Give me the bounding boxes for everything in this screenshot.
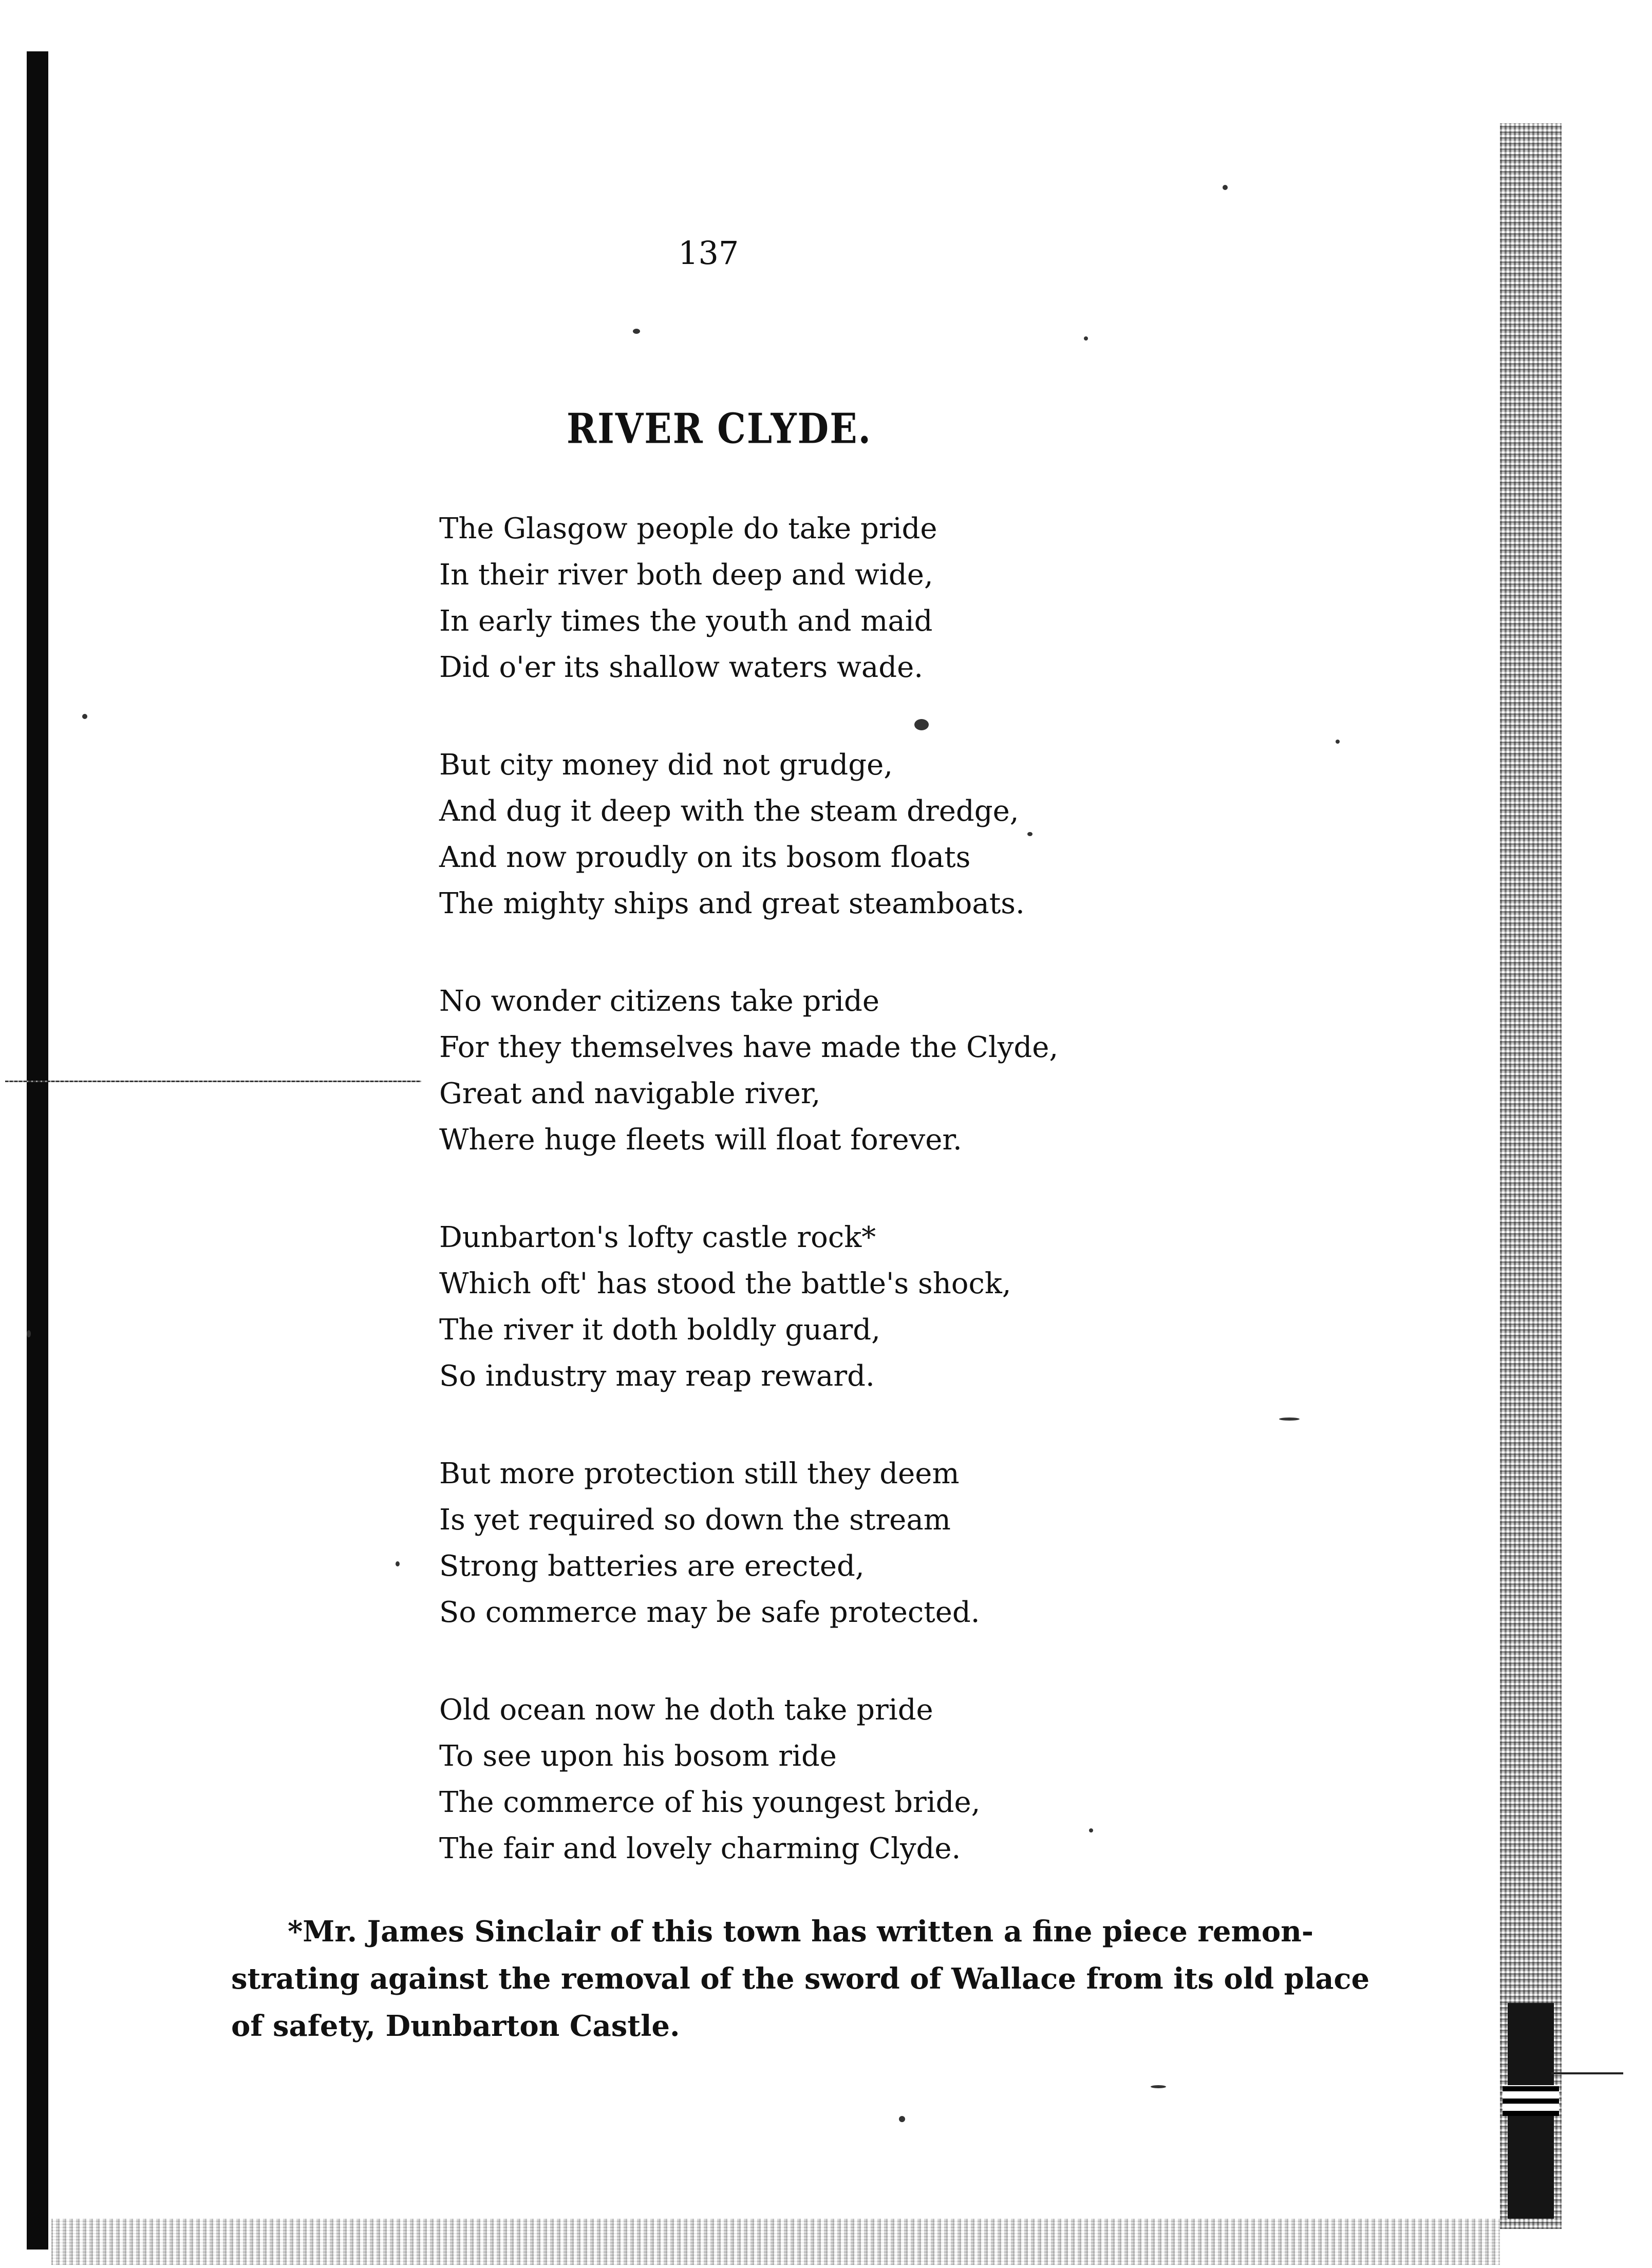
scan-edge-right-lines: [1503, 2085, 1559, 2116]
binding-shadow: [27, 51, 48, 2250]
poem-line: In early times the youth and maid: [439, 604, 933, 638]
stanza: [439, 1451, 1133, 1636]
stanza: [439, 978, 1133, 1163]
poem-line: The mighty ships and great steamboats.: [439, 887, 1025, 920]
poem-line: No wonder citizens take pride: [439, 985, 880, 1018]
page-number: 137: [678, 234, 739, 272]
footnote-line: strating against the removal of the sword of Wallace from its old place: [231, 1962, 1370, 1996]
stanza: [439, 506, 1133, 691]
poem-line: In their river both deep and wide,: [439, 558, 933, 592]
scan-speck: [82, 714, 87, 719]
stanza: [439, 1215, 1133, 1400]
footnote-line: of safety, Dunbarton Castle.: [231, 2009, 680, 2043]
poem-line: And now proudly on its bosom floats: [439, 841, 971, 874]
poem-line: The river it doth boldly guard,: [439, 1313, 880, 1347]
poem-line: Which oft' has stood the battle's shock,: [439, 1267, 1011, 1300]
poem-line: But city money did not grudge,: [439, 748, 893, 782]
margin-rule: [5, 1081, 421, 1082]
scan-speck: [1279, 1418, 1300, 1421]
poem-line: But more protection still they deem: [439, 1457, 960, 1490]
poem-line: Where huge fleets will float forever.: [439, 1123, 962, 1157]
poem-line: Old ocean now he doth take pride: [439, 1693, 933, 1727]
footnote-line: *Mr. James Sinclair of this town has written a fine piece remon-: [288, 1915, 1314, 1949]
scan-speck: [27, 1330, 31, 1337]
poem-title: RIVER CLYDE.: [567, 404, 872, 453]
poem-line: Great and navigable river,: [439, 1077, 821, 1110]
poem-line: The commerce of his youngest bride,: [439, 1786, 981, 1819]
scan-speck: [1151, 2085, 1166, 2088]
scan-speck: [899, 2116, 905, 2122]
poem-line: Is yet required so down the stream: [439, 1503, 951, 1537]
scan-speck: [1336, 740, 1340, 744]
footnote: [231, 1908, 1370, 2050]
poem-line: For they themselves have made the Clyde,: [439, 1031, 1059, 1064]
poem-line: So industry may reap reward.: [439, 1359, 875, 1393]
poem-line: To see upon his bosom ride: [439, 1740, 837, 1773]
margin-tick: [1551, 2072, 1623, 2074]
poem-line: Dunbarton's lofty castle rock*: [439, 1221, 876, 1254]
poem-line: So commerce may be safe protected.: [439, 1596, 980, 1629]
poem-line: The fair and lovely charming Clyde.: [439, 1832, 961, 1865]
poem-line: Did o'er its shallow waters wade.: [439, 651, 924, 684]
poem-line: Strong batteries are erected,: [439, 1549, 865, 1583]
scan-speck: [396, 1561, 400, 1566]
stanza: [439, 742, 1133, 927]
stanza: [439, 1687, 1133, 1872]
scan-edge-bottom: [51, 2219, 1500, 2265]
poem-line: And dug it deep with the steam dredge,: [439, 795, 1019, 828]
poem-body: [439, 506, 1133, 1923]
scan-speck: [633, 329, 640, 334]
scan-speck: [1084, 336, 1088, 341]
scan-speck: [1223, 185, 1228, 190]
poem-line: The Glasgow people do take pride: [439, 512, 937, 545]
scan-edge-right: [1500, 123, 1562, 2229]
